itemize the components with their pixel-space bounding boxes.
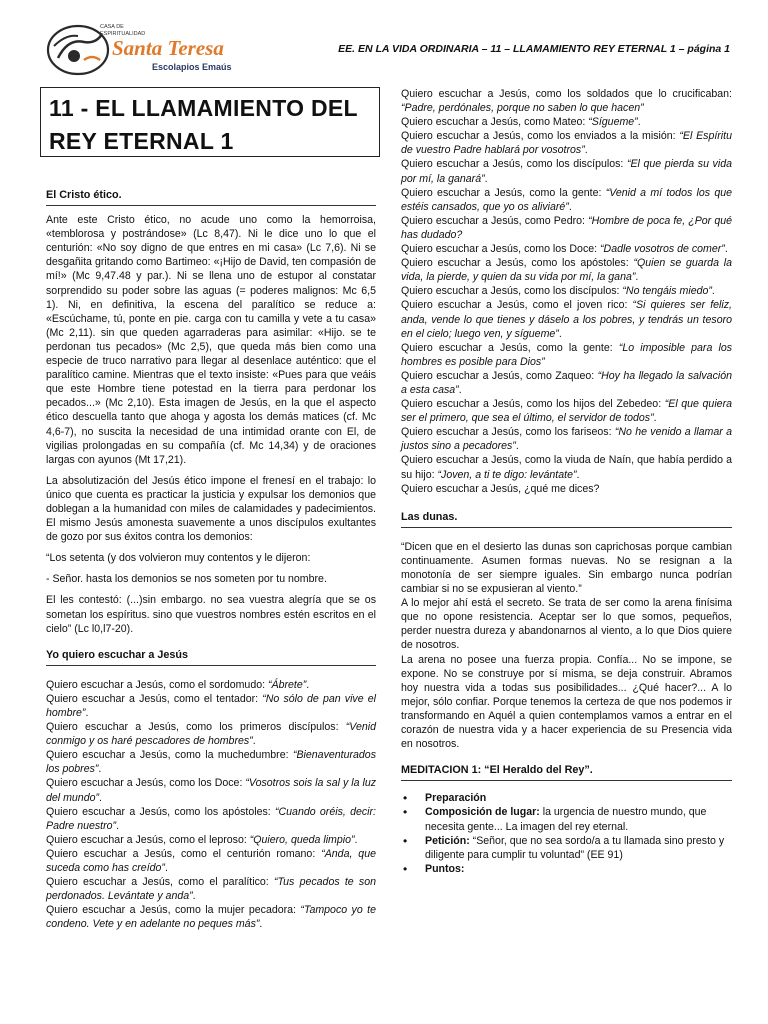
meditation-list xyxy=(401,791,732,876)
cristo-paragraph-4: - Señor. hasta los demonios se nos someten por tu nombre. xyxy=(46,573,327,586)
quote-line: Quiero escuchar a Jesús, como los Doce: “Dadle vosotros de comer”. xyxy=(401,243,728,256)
right-column xyxy=(401,87,732,876)
cristo-paragraph-2: La absolutización del Jesús ético impone el frenesí en el trabajo: lo único que cuenta es practicar la justicia y expulsar los demonios que doblegan a la humanidad con miles de calamidades y padecimientos. El mismo Jesús amonesta suavemente a unos discípulos exultantes de gozo por sus éxitos contra los demonios: xyxy=(46,474,376,544)
quote-line: Quiero escuchar a Jesús, como los hijos del Zebedeo: “El que quiera ser el primero, que sea el último, el servidor de todos”. xyxy=(401,398,732,425)
page-title-line1: 11 - EL LLAMAMIENTO DEL xyxy=(49,95,358,121)
section-heading-dunas: Las dunas. xyxy=(401,510,732,528)
page-title-line2: REY ETERNAL 1 xyxy=(49,128,234,154)
cristo-paragraph-3: “Los setenta (y dos volvieron muy contentos y le dijeron: xyxy=(46,552,311,565)
quote-line: Quiero escuchar a Jesús, como los Doce: “Vosotros sois la sal y la luz del mundo”. xyxy=(46,777,377,804)
section-heading-cristo: El Cristo ético. xyxy=(46,188,376,206)
quote-line: Quiero escuchar a Jesús, como Zaqueo: “Hoy ha llegado la salvación a esta casa”. xyxy=(401,369,732,396)
dunas-paragraph-3: La arena no posee una fuerza propia. Confía... No se impone, se expone. No se construye por sí misma, se deja construir. Abramos hoy nuestra vida a todas sus posibilidades... ¿Qué hacer?... A lo mejor, sólo confiar. Porque tenemos la certeza de que nos podemos ir transformando en Aquél a quien contemplamos vamos a entrar en el corazón de nuestra vida y a hacer experiencia de su Presencia vida en nosotros. xyxy=(401,653,732,751)
quote-line: Quiero escuchar a Jesús, como el paralítico: “Tus pecados te son perdonados. Levántate y anda”. xyxy=(46,876,376,903)
section-heading-meditacion: MEDITACION 1: “El Heraldo del Rey”. xyxy=(401,763,732,781)
quote-line: Quiero escuchar a Jesús, como la muchedumbre: “Bienaventurados los pobres”. xyxy=(46,749,376,776)
quote-line: Quiero escuchar a Jesús, como la gente: “Lo imposible para los hombres es posible para Dios” xyxy=(401,341,733,368)
quote-line: Quiero escuchar a Jesús, como el sordomudo: “Ábrete”. xyxy=(46,678,310,691)
quote-line: Quiero escuchar a Jesús, como Mateo: “Sígueme”. xyxy=(401,116,641,129)
cristo-paragraph-5: El les contestó: (...)sin embargo. no sea vuestra alegría que se os sometan los espíritus. sino que vuestros nombres estén escritos en el cielo” (Lc l0,l7-20). xyxy=(46,594,376,635)
logo-top-text: CASA DE ESPIRITUALIDAD xyxy=(100,24,146,37)
quote-line: Quiero escuchar a Jesús, como los soldados que lo crucificaban: “Padre, perdónales, porque no saben lo que hacen” xyxy=(401,88,732,115)
quote-line: Quiero escuchar a Jesús, ¿qué me dices? xyxy=(401,482,600,495)
section-heading-escuchar: Yo quiero escuchar a Jesús xyxy=(46,648,376,666)
list-item: • Preparación xyxy=(401,791,732,805)
quote-line: Quiero escuchar a Jesús, como la viuda de Naín, que había perdido a su hijo: “Joven, a ti te digo: levántate”. xyxy=(401,454,732,481)
list-item: • Composición de lugar: la urgencia de nuestro mundo, que necesita gente... La imagen del rey eternal. xyxy=(401,805,732,833)
quote-line: Quiero escuchar a Jesús, como los enviados a la misión: “El Espíritu de vuestro Padre hablará por vosotros”. xyxy=(401,130,732,157)
quote-line: Quiero escuchar a Jesús, como el centurión romano: “Anda, que suceda como has creído”. xyxy=(46,847,376,875)
quote-line: Quiero escuchar a Jesús, como los discípulos: “El que pierda su vida por mí, la ganará”. xyxy=(401,158,732,185)
quote-line: Quiero escuchar a Jesús, como los fariseos: “No he venido a llamar a justos sino a pecadores”. xyxy=(401,426,732,453)
dunas-paragraph-2: A lo mejor ahí está el secreto. Se trata de ser como la arena finísima que no opone resistencia. Aceptar ser lo que somos, pequeños, perder nuestra dureza y abandonarnos al viento, a lo que Dios quiere de nosotros. xyxy=(401,597,732,652)
quote-line: Quiero escuchar a Jesús, como el leproso: “Quiero, queda limpio”. xyxy=(46,833,358,846)
quote-line: Quiero escuchar a Jesús, como los discípulos: “No tengáis miedo”. xyxy=(401,285,715,298)
quote-line: Quiero escuchar a Jesús, como la mujer pecadora: “Tampoco yo te condeno. Vete y en adelante no peques más”. xyxy=(46,904,376,931)
list-item: • Puntos: xyxy=(401,862,732,876)
quote-line: Quiero escuchar a Jesús, como los apóstoles: “Quien se guarda la vida, la pierde, y quien da su vida por mí, la gana”. xyxy=(401,257,732,284)
left-column xyxy=(46,188,376,932)
dunas-paragraph-1: “Dicen que en el desierto las dunas son caprichosas porque cambian continuamente. Asumen formas nuevas. No se resignan a la monotonía de ser siempre iguales. Sin embargo nunca podrían cambiar si no se expusieran al viento.” xyxy=(401,540,732,596)
quote-line: Quiero escuchar a Jesús, como el tentador: “No sólo de pan vive el hombre”. xyxy=(46,692,376,719)
list-item: • Petición: “Señor, que no sea sordo/a a tu llamada sino presto y diligente para cumplir tu voluntad” (EE 91) xyxy=(401,834,732,862)
quote-line: Quiero escuchar a Jesús, como la gente: “Venid a mí todos los que estéis cansados, que yo os aliviaré”. xyxy=(401,186,732,213)
title-box xyxy=(40,87,380,157)
running-header: EE. EN LA VIDA ORDINARIA – 11 – LLAMAMIENTO REY ETERNAL 1 – página 1 xyxy=(338,43,730,55)
quote-line: Quiero escuchar a Jesús, como los apóstoles: “Cuando oréis, decir: Padre nuestro”. xyxy=(46,805,376,832)
logo-sub: Escolapios Emaús xyxy=(152,62,232,72)
cristo-paragraph-1: Ante este Cristo ético, no acude uno como la hemorroisa, «temblorosa y postrándose» (Lc 8,47). Ni le dice uno lo que el centurión: «No soy digno de que entres en mi casa» (Lc 7,6). Ni se desgañita gritando como Bartimeo: «¡Hijo de David, ten compasión de mí!» (Mc 9,47.48 y par.). Ni se llena uno de estupor al constatar sorprendido su poder sobre las aguas (= poderes malignos: Mc 6,5 1). Ni, en definitiva, la escena del paralítico se reduce a: «Escúchame, tú, ponte en pie. carga con tu camilla y vete a tu casa» (Mc 2,11). sin que queden agarraderas para asimilar: «Hijo. se te perdonan tus pecados» (Mc 2,5), que queda más bien como una especie de truco narrativo para llegar al desenlace auténtico: que el paralítico camine. Mientras que el texto insiste: «Pues para que veáis que este Hombre tiene potestad en la tierra para perdonar los pecados...» (Mc 2,10). Esta imagen de Jesús, en la que el aspecto ético descuella tanto que ahoga y agosta los demás matices (cf. Mc 4,6-7), no suscita la necesidad de una intimidad orante con El, de vigilias prolongadas en su compañía (cf. Mc 14,34) y de oraciones largas con ayunos (Mt 17,21). xyxy=(46,214,376,466)
quote-line: Quiero escuchar a Jesús, como los primeros discípulos: “Venid conmigo y os haré pescadores de hombres”. xyxy=(46,721,376,748)
quote-line: Quiero escuchar a Jesús, como Pedro: “Hombre de poca fe, ¿Por qué has dudado? xyxy=(401,214,732,241)
logo-brand: Santa Teresa xyxy=(112,36,224,60)
quote-line: Quiero escuchar a Jesús, como el joven rico: “Si quieres ser feliz, anda, vende lo que tienes y dáselo a los pobres, y tendrás un tesoro en el cielo; luego ven, y sígueme”. xyxy=(401,299,732,340)
